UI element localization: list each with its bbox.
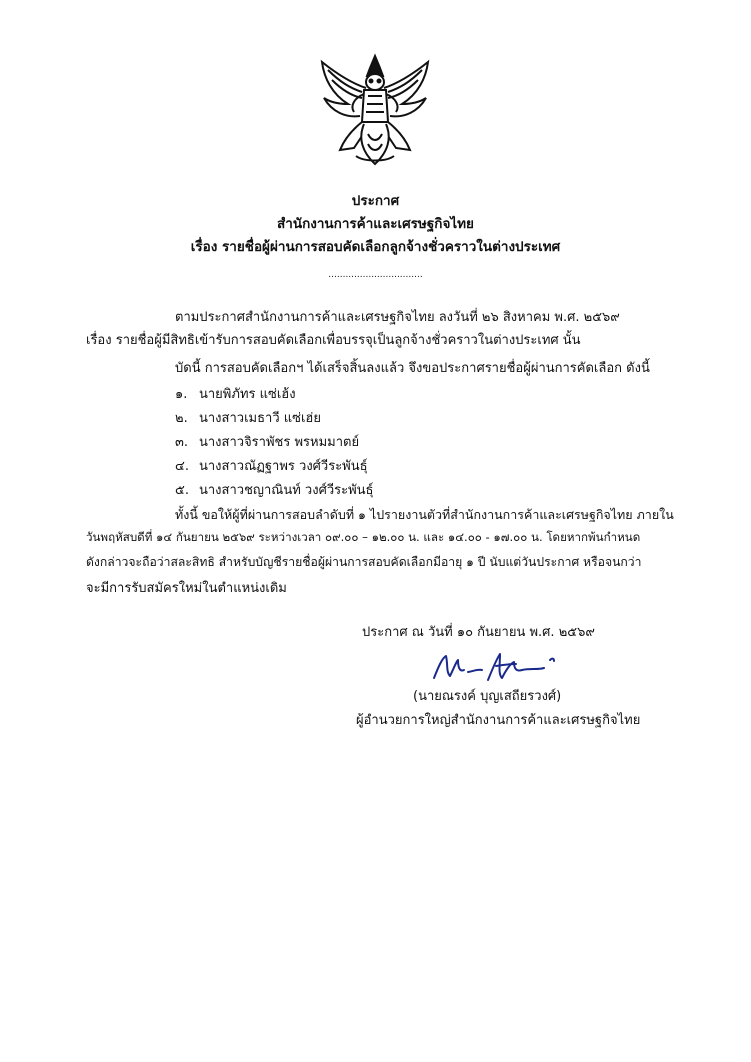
- closing-line-1: ทั้งนี้ ขอให้ผู้ที่ผ่านการสอบลำดับที่ ๑ ไปรายงานตัวที่สำนักงานการค้าและเศรษฐกิจไทย ภายใน: [175, 507, 674, 522]
- candidate-number: ๑.: [175, 387, 188, 402]
- candidate-name: นายพิภัทร แซ่เฮ้ง: [199, 387, 296, 402]
- intro-line-1: ตามประกาศสำนักงานการค้าและเศรษฐกิจไทย ลงวันที่ ๒๖ สิงหาคม พ.ศ. ๒๕๖๙: [175, 310, 620, 325]
- candidate-number: ๒.: [175, 411, 188, 426]
- closing-line-2: วันพฤหัสบดีที่ ๑๔ กันยายน ๒๕๖๙ ระหว่างเวลา ๐๙.๐๐ – ๑๒.๐๐ น. และ ๑๔.๐๐ - ๑๗.๐๐ น. โดยหากพ้นกำหนด: [86, 530, 641, 544]
- candidate-name: นางสาวเมธาวี แซ่เฮ่ย: [199, 411, 321, 426]
- signer-title: ผู้อำนวยการใหญ่สำนักงานการค้าและเศรษฐกิจไทย: [356, 713, 641, 728]
- document-type-heading: ประกาศ: [351, 193, 400, 209]
- candidate-item: [175, 383, 296, 404]
- subject-heading: เรื่อง รายชื่อผู้ผ่านการสอบคัดเลือกลูกจ้างชั่วคราวในต่างประเทศ: [190, 239, 561, 255]
- announcement-line: บัดนี้ การสอบคัดเลือกฯ ได้เสร็จสิ้นลงแล้ว จึงขอประกาศรายชื่อผู้ผ่านการคัดเลือก ดังนี้: [175, 361, 650, 376]
- candidate-item: [175, 407, 321, 428]
- candidate-name: นางสาวจิราพัชร พรหมมาตย์: [199, 435, 360, 450]
- closing-line-3: ดังกล่าวจะถือว่าสละสิทธิ สำหรับบัญชีรายชื่อผู้ผ่านการสอบคัดเลือกมีอายุ ๑ ปี นับแต่วันประกาศ หรือจนกว่า: [86, 555, 642, 569]
- handwritten-signature-icon: [430, 650, 560, 684]
- intro-line-2: เรื่อง รายชื่อผู้มีสิทธิเข้ารับการสอบคัดเลือกเพื่อบรรจุเป็นลูกจ้างชั่วคราวในต่างประเทศ นั้น: [86, 333, 581, 348]
- announcement-date: ประกาศ ณ วันที่ ๑๐ กันยายน พ.ศ. ๒๕๖๙: [362, 625, 595, 640]
- issuing-office-heading: สำนักงานการค้าและเศรษฐกิจไทย: [277, 216, 474, 232]
- candidate-item: [175, 479, 373, 500]
- candidate-number: ๕.: [175, 483, 189, 498]
- candidate-number: ๔.: [175, 459, 189, 474]
- signer-name: (นายณรงค์ บุญเสถียรวงศ์): [413, 689, 562, 704]
- garuda-emblem-icon: [318, 52, 432, 170]
- candidate-number: ๓.: [175, 435, 189, 450]
- candidate-name: นางสาวชญาณินท์ วงศ์วีระพันธุ์: [199, 483, 374, 498]
- candidate-name: นางสาวณัฏฐาพร วงศ์วีระพันธุ์: [199, 459, 368, 474]
- candidate-item: [175, 455, 368, 476]
- closing-line-4: จะมีการรับสมัครใหม่ในตำแหน่งเดิม: [86, 581, 287, 596]
- divider-dots: .................................: [328, 270, 423, 280]
- candidate-item: [175, 431, 359, 452]
